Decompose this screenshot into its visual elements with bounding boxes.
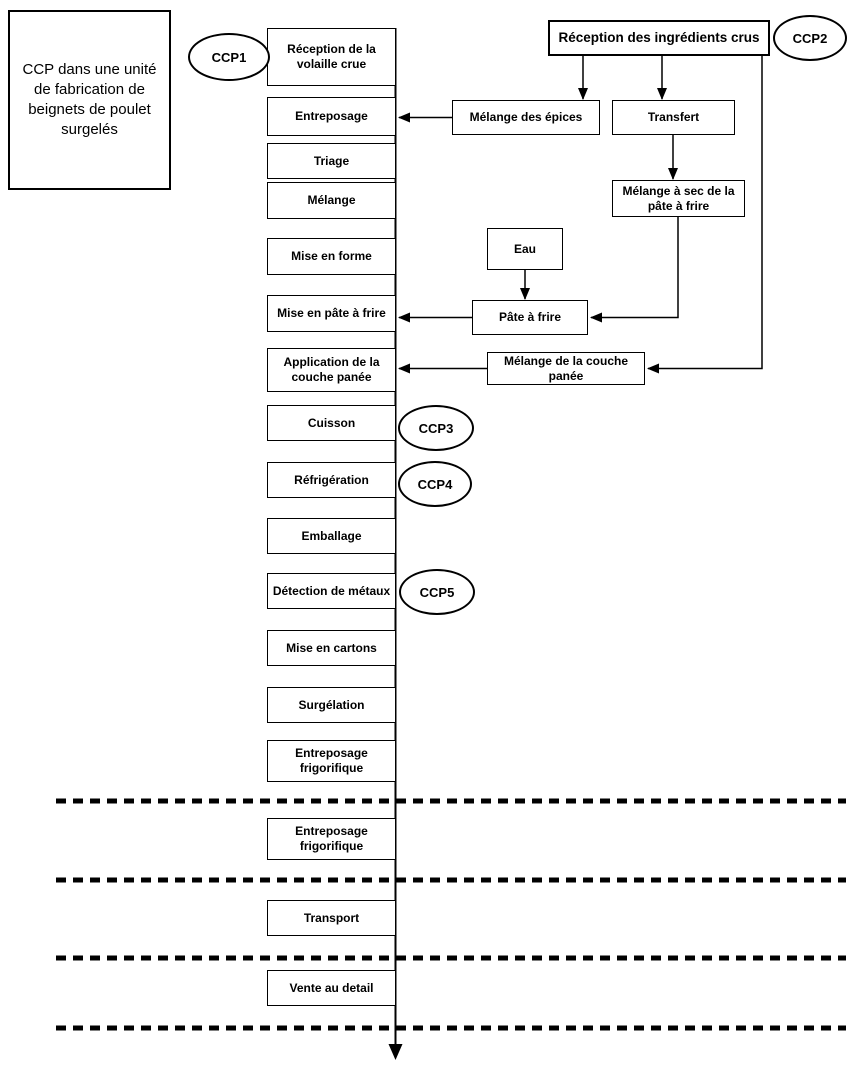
step-triage: Triage (267, 143, 396, 179)
step-melange-des-epices: Mélange des épices (452, 100, 600, 135)
step-melange-a-sec: Mélange à sec de la pâte à frire (612, 180, 745, 217)
step-reception-ingredients-crus: Réception des ingrédients crus (548, 20, 770, 56)
step-refrigeration: Réfrigération (267, 462, 396, 498)
step-eau: Eau (487, 228, 563, 270)
step-detection-metaux: Détection de métaux (267, 573, 396, 609)
step-entreposage-frigorifique-2: Entreposage frigorifique (267, 818, 396, 860)
step-emballage: Emballage (267, 518, 396, 554)
ccp2-marker: CCP2 (773, 15, 847, 61)
step-entreposage-frigorifique-1: Entreposage frigorifique (267, 740, 396, 782)
step-pate-a-frire: Pâte à frire (472, 300, 588, 335)
ccp1-marker: CCP1 (188, 33, 270, 81)
step-mise-en-pate-a-frire: Mise en pâte à frire (267, 295, 396, 332)
step-vente-au-detail: Vente au detail (267, 970, 396, 1006)
step-mise-en-forme: Mise en forme (267, 238, 396, 275)
step-cuisson: Cuisson (267, 405, 396, 441)
step-surgelation: Surgélation (267, 687, 396, 723)
ccp5-marker: CCP5 (399, 569, 475, 615)
step-transport: Transport (267, 900, 396, 936)
step-mise-en-cartons: Mise en cartons (267, 630, 396, 666)
ccp3-marker: CCP3 (398, 405, 474, 451)
step-melange: Mélange (267, 182, 396, 219)
ccp4-marker: CCP4 (398, 461, 472, 507)
step-reception-volaille-crue: Réception de la volaille crue (267, 28, 396, 86)
step-application-couche-panee: Application de la couche panée (267, 348, 396, 392)
step-melange-couche-panee: Mélange de la couche panée (487, 352, 645, 385)
step-entreposage: Entreposage (267, 97, 396, 136)
legend-box: CCP dans une unité de fabrication de beignets de poulet surgelés (8, 10, 171, 190)
arrow-melange-sec-to-pate (591, 217, 678, 318)
step-transfert: Transfert (612, 100, 735, 135)
